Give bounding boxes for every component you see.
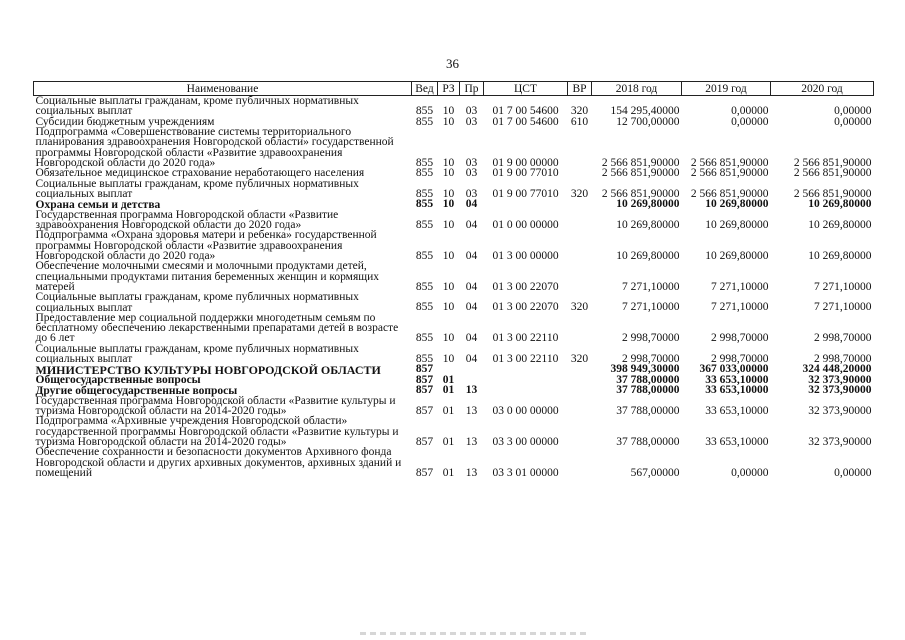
- row-vr: 320: [570, 187, 589, 200]
- row-cst: 03 0 00 00000: [492, 404, 559, 417]
- row-pr: 04: [465, 332, 478, 345]
- row-vr: 320: [570, 301, 589, 314]
- row-vr: [568, 168, 592, 179]
- row-amount-2019: 33 653,10000: [705, 435, 769, 448]
- row-amount-2018: 2 998,70000: [622, 352, 680, 365]
- row-amount-2019: 2 998,70000: [711, 352, 769, 365]
- row-amount-2019: 7 271,10000: [711, 301, 769, 314]
- row-amount-2020: 324 448,20000: [802, 363, 872, 376]
- row-amount-2019: 33 653,10000: [705, 373, 769, 386]
- row-cst: 01 3 00 22070: [492, 280, 559, 293]
- table-row: [34, 292, 874, 313]
- row-amount-2020: 2 998,70000: [814, 332, 872, 345]
- row-name: Социальные выплаты гражданам, кроме публичных нормативных социальных выплат: [35, 177, 359, 201]
- row-pr: 13: [465, 466, 478, 479]
- page-number: 36: [446, 56, 459, 71]
- row-cst: [484, 385, 568, 396]
- row-amount-2018: 10 269,80000: [616, 218, 680, 231]
- row-pr: 04: [465, 249, 478, 262]
- row-amount-2020: 2 566 851,90000: [793, 187, 872, 200]
- row-cst: 01 9 00 00000: [492, 156, 559, 169]
- row-cst: 01 7 00 54600: [492, 115, 559, 128]
- header-cst: ЦСТ: [484, 82, 568, 96]
- row-vr: [568, 230, 592, 261]
- row-amount-2018: 37 788,00000: [616, 404, 680, 417]
- row-pr: 13: [465, 435, 478, 448]
- row-rz: 10: [442, 198, 455, 211]
- row-name: Подпрограмма «Архивные учреждения Новгородской области» государственной программы Новгородской области «Развитие культуры и туризма Новгородской области на 2014-2020 годы»: [35, 415, 399, 449]
- row-ved: 857: [415, 384, 434, 397]
- row-pr: 04: [465, 280, 478, 293]
- header-2020: 2020 год: [771, 82, 874, 96]
- row-amount-2020: 2 566 851,90000: [793, 156, 872, 169]
- table-row: [34, 313, 874, 344]
- row-ved: 857: [415, 373, 434, 386]
- row-pr: 03: [465, 187, 478, 200]
- row-amount-2018: 398 949,30000: [610, 363, 680, 376]
- row-amount-2020: 32 373,90000: [808, 404, 872, 417]
- row-amount-2018: 37 788,00000: [616, 373, 680, 386]
- row-amount-2018: 7 271,10000: [622, 280, 680, 293]
- row-rz: 10: [442, 249, 455, 262]
- table-row: [34, 447, 874, 478]
- row-amount-2019: 33 653,10000: [705, 384, 769, 397]
- row-name: Общегосударственные вопросы: [35, 374, 201, 387]
- row-amount-2020: 7 271,10000: [814, 301, 872, 314]
- scan-artifact: [360, 632, 590, 635]
- row-amount-2019: 367 033,00000: [699, 363, 769, 376]
- row-name: Социальные выплаты гражданам, кроме публичных нормативных социальных выплат: [35, 342, 359, 366]
- row-rz: 10: [442, 301, 455, 314]
- row-ved: 855: [415, 105, 434, 118]
- row-cst: 01 3 00 00000: [492, 249, 559, 262]
- row-pr: 04: [465, 352, 478, 365]
- table-row: [34, 127, 874, 168]
- header-2018: 2018 год: [592, 82, 682, 96]
- table-row: [34, 416, 874, 447]
- row-amount-2018: 10 269,80000: [616, 198, 680, 211]
- row-ved: 855: [415, 167, 434, 180]
- table-body: [34, 96, 874, 479]
- row-ved: 857: [415, 404, 434, 417]
- row-amount-2020: 2 566 851,90000: [793, 167, 872, 180]
- row-amount-2020: 10 269,80000: [808, 198, 872, 211]
- row-cst: 01 0 00 00000: [492, 218, 559, 231]
- row-vr: [568, 261, 592, 292]
- row-amount-2019: 0,00000: [731, 466, 769, 479]
- row-amount-2020: 7 271,10000: [814, 280, 872, 293]
- row-ved: 855: [415, 198, 434, 211]
- row-name: Обязательное медицинское страхование неработающего населения: [35, 167, 365, 180]
- row-amount-2018: 2 566 851,90000: [601, 167, 680, 180]
- row-amount-2019: 33 653,10000: [705, 404, 769, 417]
- row-amount-2020: 10 269,80000: [808, 218, 872, 231]
- row-vr: [568, 127, 592, 168]
- row-name: Подпрограмма «Совершенствование системы территориального планирования здравоохранения Новгородской области» государственной программы Новгородской области «Развитие здравоохранения Новгородской области до 2020 года»: [35, 126, 394, 169]
- row-name: Подпрограмма «Охрана здоровья матери и ребенка» государственной программы Новгородской области «Развитие здравоохранения Новгородской области до 2020 года»: [35, 229, 377, 263]
- row-amount-2020: 0,00000: [834, 466, 872, 479]
- table-row: [34, 179, 874, 200]
- row-amount-2018: 12 700,00000: [616, 115, 680, 128]
- row-amount-2019: 2 566 851,90000: [690, 187, 769, 200]
- row-amount-2018: 37 788,00000: [616, 384, 680, 397]
- row-ved: 855: [415, 332, 434, 345]
- row-rz: 10: [442, 280, 455, 293]
- row-name: Другие общегосударственные вопросы: [35, 384, 238, 397]
- row-amount-2018: 567,00000: [630, 466, 680, 479]
- row-vr: [568, 396, 592, 417]
- row-amount-2018: 2 566 851,90000: [601, 156, 680, 169]
- row-name: Субсидии бюджетным учреждениям: [35, 115, 215, 128]
- row-amount-2020: 10 269,80000: [808, 249, 872, 262]
- row-name: Обеспечение сохранности и безопасности документов Архивного фонда Новгородской области и других архивных документов, архивных зданий и помещений: [35, 446, 402, 479]
- row-pr: 03: [465, 115, 478, 128]
- row-vr: [568, 364, 592, 375]
- table-row: [34, 96, 874, 117]
- row-rz: 10: [442, 105, 455, 118]
- row-cst: 03 3 01 00000: [492, 466, 559, 479]
- row-vr: [568, 375, 592, 386]
- row-amount-2020: 0,00000: [834, 105, 872, 118]
- row-amount-2018: 154 295,40000: [610, 105, 680, 118]
- header-2019: 2019 год: [682, 82, 771, 96]
- row-cst: 01 3 00 22110: [492, 352, 559, 365]
- row-amount-2019: 2 998,70000: [711, 332, 769, 345]
- row-vr: [568, 313, 592, 344]
- row-vr: [568, 447, 592, 478]
- row-amount-2019: 7 271,10000: [711, 280, 769, 293]
- row-cst: 01 9 00 77010: [492, 167, 559, 180]
- row-rz: 10: [442, 218, 455, 231]
- header-pr: Пр: [460, 82, 484, 96]
- row-rz: 10: [442, 332, 455, 345]
- row-vr: 320: [570, 352, 589, 365]
- row-pr: [460, 364, 484, 375]
- row-ved: 855: [415, 156, 434, 169]
- row-name: Государственная программа Новгородской области «Развитие культуры и туризма Новгородской области на 2014-2020 годы»: [35, 394, 396, 418]
- header-name: Наименование: [34, 82, 412, 96]
- row-amount-2018: 2 566 851,90000: [601, 187, 680, 200]
- row-ved: 857: [415, 466, 434, 479]
- row-ved: 855: [415, 187, 434, 200]
- row-rz: 01: [442, 384, 455, 397]
- row-amount-2019: 2 566 851,90000: [690, 167, 769, 180]
- row-pr: 13: [465, 384, 478, 397]
- row-amount-2018: 37 788,00000: [616, 435, 680, 448]
- row-pr: 13: [465, 404, 478, 417]
- row-rz: 01: [442, 466, 455, 479]
- table-row: [34, 230, 874, 261]
- row-cst: [484, 199, 568, 210]
- row-rz: 10: [442, 187, 455, 200]
- row-cst: 03 3 00 00000: [492, 435, 559, 448]
- row-ved: 855: [415, 249, 434, 262]
- row-ved: 855: [415, 352, 434, 365]
- row-amount-2019: 10 269,80000: [705, 218, 769, 231]
- row-rz: 10: [442, 352, 455, 365]
- row-cst: 01 7 00 54600: [492, 105, 559, 118]
- row-amount-2020: 0,00000: [834, 115, 872, 128]
- row-cst: 01 3 00 22070: [492, 301, 559, 314]
- row-amount-2020: 32 373,90000: [808, 435, 872, 448]
- row-amount-2018: 7 271,10000: [622, 301, 680, 314]
- row-cst: 01 9 00 77010: [492, 187, 559, 200]
- row-amount-2019: 0,00000: [731, 115, 769, 128]
- row-amount-2019: 0,00000: [731, 105, 769, 118]
- row-rz: 01: [442, 373, 455, 386]
- row-ved: 857: [415, 363, 434, 376]
- row-cst: 01 3 00 22110: [492, 332, 559, 345]
- row-cst: [484, 375, 568, 386]
- row-ved: 857: [415, 435, 434, 448]
- row-rz: 01: [442, 435, 455, 448]
- row-amount-2019: 2 566 851,90000: [690, 156, 769, 169]
- row-pr: 04: [465, 301, 478, 314]
- row-amount-2020: 2 998,70000: [814, 352, 872, 365]
- row-name: Государственная программа Новгородской области «Развитие здравоохранения Новгородской области до 2020 года»: [35, 208, 339, 232]
- row-rz: 01: [442, 404, 455, 417]
- row-rz: 10: [442, 115, 455, 128]
- row-name: Обеспечение молочными смесями и молочными продуктами детей, специальными продуктами питания беременных женщин и кормящих матерей: [35, 260, 380, 293]
- row-rz: 10: [442, 167, 455, 180]
- row-name: Социальные выплаты гражданам, кроме публичных нормативных социальных выплат: [35, 291, 359, 314]
- table-row: [34, 396, 874, 417]
- table-row: [34, 344, 874, 365]
- row-ved: 855: [415, 301, 434, 314]
- table-header: [34, 82, 874, 96]
- row-name: МИНИСТЕРСТВО КУЛЬТУРЫ НОВГОРОДСКОЙ ОБЛАСТИ: [35, 362, 381, 377]
- budget-table: [33, 81, 874, 478]
- row-name: Охрана семьи и детства: [35, 198, 161, 211]
- row-vr: [568, 385, 592, 396]
- row-pr: 04: [465, 218, 478, 231]
- row-ved: 855: [415, 280, 434, 293]
- row-amount-2020: 32 373,90000: [808, 373, 872, 386]
- row-amount-2018: 2 998,70000: [622, 332, 680, 345]
- row-name: Социальные выплаты гражданам, кроме публичных нормативных социальных выплат: [35, 95, 359, 118]
- row-ved: 855: [415, 115, 434, 128]
- row-name: Предоставление мер социальной поддержки многодетным семьям по бесплатному обеспечению лекарственными препаратами детей в возрасте до 6 лет: [35, 311, 399, 345]
- row-vr: [568, 199, 592, 210]
- row-amount-2018: 10 269,80000: [616, 249, 680, 262]
- row-rz: 10: [442, 156, 455, 169]
- table-row: [34, 261, 874, 292]
- header-ved: Вед: [412, 82, 438, 96]
- row-pr: 03: [465, 167, 478, 180]
- row-ved: 855: [415, 218, 434, 231]
- row-vr: [568, 416, 592, 447]
- row-pr: 04: [465, 198, 478, 211]
- header-rz: РЗ: [438, 82, 460, 96]
- row-vr: 320: [570, 105, 589, 118]
- row-vr: [568, 210, 592, 231]
- row-amount-2020: 32 373,90000: [808, 384, 872, 397]
- table-row: [34, 210, 874, 231]
- row-vr: 610: [570, 115, 589, 128]
- row-pr: 03: [465, 156, 478, 169]
- header-vr: ВР: [568, 82, 592, 96]
- row-cst: [484, 364, 568, 375]
- row-amount-2019: 10 269,80000: [705, 198, 769, 211]
- row-pr: 03: [465, 105, 478, 118]
- row-amount-2019: 10 269,80000: [705, 249, 769, 262]
